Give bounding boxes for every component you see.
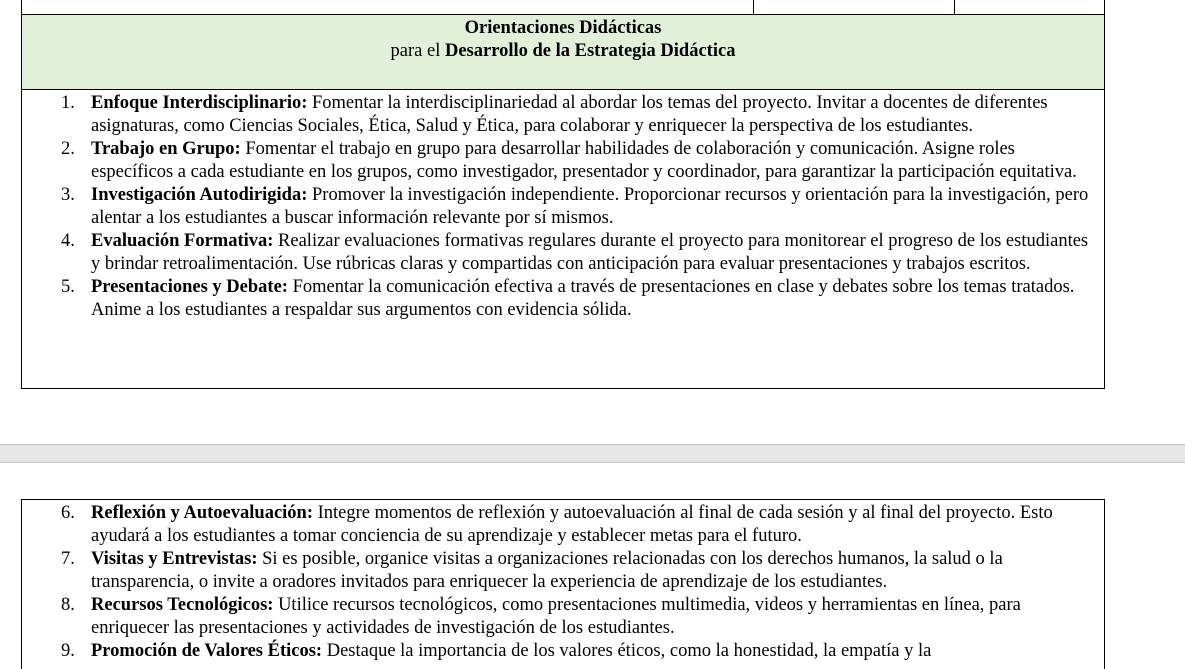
- table-header-cell: [21, 14, 1105, 62]
- empty-shaded-row: [21, 61, 1105, 90]
- guidelines-list-continued: [22, 500, 1104, 663]
- table-column-divider: [753, 0, 754, 15]
- guidelines-list: [22, 90, 1104, 322]
- list-item: 6. Reflexión y Autoevaluación: Integre momentos de reflexión y autoevaluación al final de cada sesión y al final del proyecto. Esto ayudará a los estudiantes a tomar conciencia de su aprendizaje y establecer metas para el futuro.: [61, 503, 1053, 546]
- list-item: 1. Enfoque Interdisciplinario: Fomentar la interdisciplinariedad al abordar los temas del proyecto. Invitar a docentes de diferentes asignaturas, como Ciencias Sociales, Ética, Salud y Ética, para colaborar y enriquecer la perspectiva de los estudiantes.: [61, 93, 1048, 136]
- list-item: 4. Evaluación Formativa: Realizar evaluaciones formativas regulares durante el proyecto para monitorear el progreso de los estudiantes y brindar retroalimentación. Use rúbricas claras y compartidas con anticipación para evaluar presentaciones y trabajos escritos.: [61, 231, 1089, 274]
- list-item: 2. Trabajo en Grupo: Fomentar el trabajo en grupo para desarrollar habilidades de colaboración y comunicación. Asigne roles específicos a cada estudiante en los grupos, como investigador, presentador y coordinador, para garantizar la participación equitativa.: [61, 139, 1077, 182]
- page-break-gap: [0, 444, 1185, 463]
- list-item: 7. Visitas y Entrevistas: Si es posible, organice visitas a organizaciones relacionadas con los derechos humanos, la salud o la transparencia, o invite a oradores invitados para enriquecer la experiencia de aprendizaje de los estudiantes.: [61, 549, 1003, 592]
- section-subtitle: para el Desarrollo de la Estrategia Didáctica: [390, 41, 736, 61]
- list-item: 3. Investigación Autodirigida: Promover la investigación independiente. Proporcionar recursos y orientación para la investigación, pero alentar a los estudiantes a buscar información relevante por sí mismos.: [61, 185, 1089, 228]
- list-item: 9. Promoción de Valores Éticos: Destaque la importancia de los valores éticos, como la honestidad, la empatía y la: [61, 641, 932, 661]
- guidelines-cell: [21, 89, 1105, 389]
- list-item: 5. Presentaciones y Debate: Fomentar la comunicación efectiva a través de presentaciones en clase y debates sobre los temas tratados. Anime a los estudiantes a respaldar sus argumentos con evidencia sólida.: [61, 277, 1075, 320]
- guidelines-cell-continued: [21, 499, 1105, 669]
- list-item: 8. Recursos Tecnológicos: Utilice recursos tecnológicos, como presentaciones multimedia, videos y herramientas en línea, para enriquecer las presentaciones y actividades de investigación de los estudiantes.: [61, 595, 1021, 638]
- section-title: Orientaciones Didácticas: [464, 18, 662, 38]
- previous-table-row: [21, 0, 1105, 15]
- table-column-divider: [954, 0, 955, 15]
